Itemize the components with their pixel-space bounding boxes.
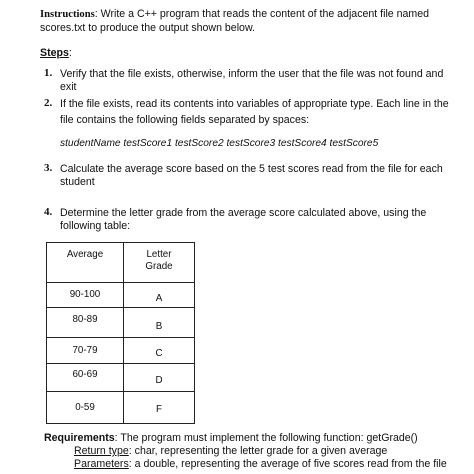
grade-cell bbox=[124, 338, 195, 364]
steps-heading-label: Steps bbox=[40, 47, 69, 59]
return-type-label: Return type bbox=[74, 445, 129, 457]
step-3-number: 3. bbox=[44, 162, 53, 174]
step-4-line-2: following table: bbox=[60, 220, 131, 232]
header-letter-grade bbox=[124, 243, 195, 283]
header-letter-text: Letter bbox=[146, 249, 172, 260]
step-2-number: 2. bbox=[44, 97, 53, 109]
step-1-number: 1. bbox=[44, 67, 53, 79]
return-type-text: : char, representing the letter grade for a given average bbox=[128, 445, 388, 457]
grade-text: F bbox=[156, 403, 162, 415]
grade-cell bbox=[124, 283, 195, 308]
range-cell bbox=[47, 338, 124, 364]
range-text: 0-59 bbox=[75, 401, 95, 413]
instructions-label: Instructions bbox=[40, 9, 95, 20]
range-text: 60-69 bbox=[72, 369, 98, 380]
parameters-line bbox=[74, 458, 447, 471]
step-4-line-1: Determine the letter grade from the average score calculated above, using the bbox=[60, 207, 427, 219]
grade-cell bbox=[124, 308, 195, 338]
grade-table bbox=[46, 242, 195, 424]
range-cell bbox=[47, 308, 124, 338]
range-cell bbox=[47, 283, 124, 308]
step-1-line-1: Verify that the file exists, otherwise, inform the user that the file was not found and bbox=[60, 68, 444, 80]
parameters-label: Parameters bbox=[74, 458, 129, 470]
step-2-fields: studentName testScore1 testScore2 testScore3 testScore4 testScore5 bbox=[60, 138, 379, 149]
step-4-number: 4. bbox=[44, 206, 53, 218]
requirements-label: Requirements bbox=[44, 432, 115, 444]
header-average-text: Average bbox=[66, 249, 104, 260]
step-3-line-2: student bbox=[60, 176, 95, 188]
grade-cell bbox=[124, 364, 195, 392]
step-2-line-2: file contains the following fields separated by spaces: bbox=[60, 114, 310, 126]
header-average bbox=[47, 243, 124, 283]
table-row bbox=[47, 338, 195, 364]
range-text: 80-89 bbox=[72, 314, 98, 325]
step-2-line-1: If the file exists, read its contents into variables of appropriate type. Each line in the bbox=[60, 98, 449, 110]
requirements-line bbox=[44, 432, 418, 445]
range-text: 70-79 bbox=[72, 344, 98, 356]
grade-text: D bbox=[155, 374, 163, 386]
instructions-text-1: : Write a C++ program that reads the content of the adjacent file named bbox=[94, 8, 430, 20]
return-type-line bbox=[74, 445, 387, 458]
table-row bbox=[47, 392, 195, 424]
step-3-line-1: Calculate the average score based on the 5 test scores read from the file for each bbox=[60, 163, 443, 175]
grade-text: B bbox=[155, 320, 163, 332]
range-text: 90-100 bbox=[69, 289, 101, 300]
table-row bbox=[47, 283, 195, 308]
grade-table-header-row bbox=[47, 243, 195, 283]
grade-text: C bbox=[155, 347, 163, 359]
instructions-line-1 bbox=[40, 8, 429, 21]
grade-text: A bbox=[155, 293, 163, 304]
steps-heading: Steps: bbox=[40, 47, 72, 59]
instructions-line-2: scores.txt to produce the output shown below. bbox=[40, 22, 255, 34]
table-row bbox=[47, 308, 195, 338]
parameters-text: : a double, representing the average of five scores read from the file bbox=[128, 458, 447, 470]
table-row bbox=[47, 364, 195, 392]
range-cell bbox=[47, 392, 124, 424]
step-1-line-2: exit bbox=[60, 81, 77, 93]
header-grade-text: Grade bbox=[145, 261, 173, 272]
range-cell bbox=[47, 364, 124, 392]
requirements-text: : The program must implement the following function: getGrade() bbox=[114, 432, 418, 444]
grade-cell bbox=[124, 392, 195, 424]
